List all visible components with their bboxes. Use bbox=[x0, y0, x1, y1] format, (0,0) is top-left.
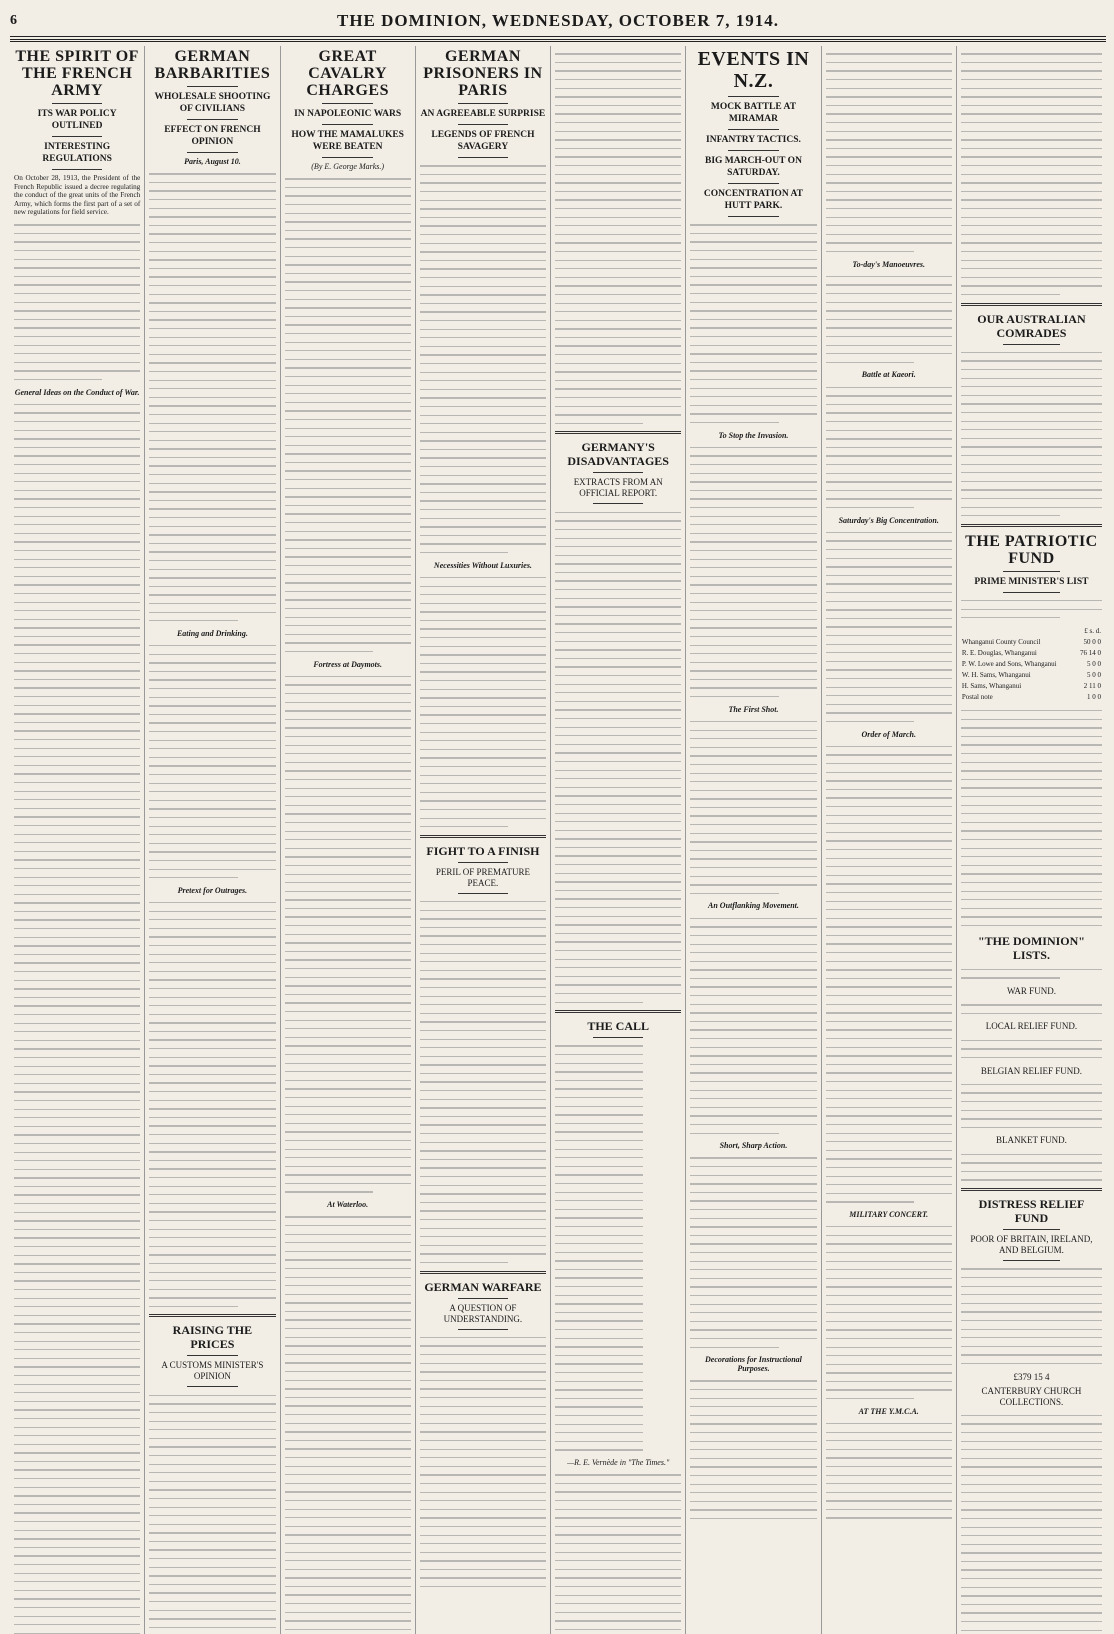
subheading: An Outflanking Movement. bbox=[708, 901, 799, 911]
article-body bbox=[420, 165, 546, 553]
article-body bbox=[149, 902, 275, 1307]
list-item: H. Sams, Whanganui 2 11 0 bbox=[961, 681, 1102, 690]
subheading: Fortress at Daymots. bbox=[313, 659, 382, 669]
article-body bbox=[420, 1337, 546, 1588]
headline: GREAT CAVALRY CHARGES bbox=[306, 48, 389, 99]
section-headline: THE PATRIOTIC FUND bbox=[965, 532, 1098, 567]
section-headline: FIGHT TO A FINISH bbox=[426, 843, 540, 858]
column-2 bbox=[145, 46, 280, 1634]
article-body bbox=[149, 645, 275, 878]
article-body bbox=[826, 532, 952, 722]
article-body bbox=[690, 721, 816, 894]
list-item: R. E. Douglas, Whanganui 76 14 0 bbox=[961, 648, 1102, 657]
subheading: Necessities Without Luxuries. bbox=[433, 560, 532, 570]
deck: MOCK BATTLE AT MIRAMAR bbox=[710, 102, 797, 124]
article-body bbox=[961, 1040, 1102, 1058]
fund-heading: WAR FUND. bbox=[1006, 985, 1056, 996]
byline: (By E. George Marks.) bbox=[311, 162, 385, 171]
subheading: To Stop the Invasion. bbox=[718, 430, 789, 440]
article-body bbox=[690, 1157, 816, 1347]
article-body bbox=[285, 1216, 411, 1634]
article-body bbox=[961, 352, 1102, 517]
section-headline: GERMAN WARFARE bbox=[424, 1279, 542, 1294]
article-body bbox=[555, 53, 681, 424]
section-headline: "THE DOMINION" LISTS. bbox=[977, 933, 1085, 962]
article-body bbox=[14, 224, 140, 380]
list-body bbox=[961, 710, 1102, 926]
section-headline: THE CALL bbox=[587, 1019, 650, 1034]
article-body bbox=[149, 173, 275, 621]
subheading: Saturday's Big Concentration. bbox=[838, 515, 939, 525]
article-body bbox=[826, 387, 952, 509]
headline: EVENTS IN N.Z. bbox=[697, 48, 810, 92]
article-body bbox=[826, 746, 952, 1203]
headline: THE SPIRIT OF THE FRENCH ARMY bbox=[15, 48, 139, 99]
deck: LEGENDS OF FRENCH SAVAGERY bbox=[431, 130, 535, 152]
section-headline: GERMANY'S DISADVANTAGES bbox=[567, 440, 669, 469]
headline: GERMAN PRISONERS IN PARIS bbox=[423, 48, 543, 99]
columns bbox=[10, 46, 1106, 1634]
list-item: Postal note 1 0 0 bbox=[961, 692, 1102, 701]
dateline: Paris, August 10. bbox=[184, 157, 241, 166]
article-body bbox=[961, 1268, 1102, 1364]
deck: AN AGREEABLE SURPRISE bbox=[420, 109, 546, 119]
column-1 bbox=[10, 46, 145, 1634]
article-body bbox=[555, 1474, 681, 1634]
section-headline: RAISING THE PRICES bbox=[172, 1323, 253, 1352]
list-header: £ s. d. bbox=[1084, 626, 1102, 635]
subheading: General Ideas on the Conduct of War. bbox=[14, 387, 140, 397]
article-body bbox=[690, 1380, 816, 1519]
article-body bbox=[555, 512, 681, 1003]
section-deck: POOR OF BRITAIN, IRELAND, AND BELGIUM. bbox=[970, 1234, 1093, 1256]
fund-heading: CANTERBURY CHURCH COLLECTIONS. bbox=[981, 1385, 1082, 1407]
article-body bbox=[420, 577, 546, 828]
subheading: Order of March. bbox=[861, 729, 916, 739]
masthead bbox=[10, 6, 1106, 37]
subheading: Short, Sharp Action. bbox=[719, 1141, 788, 1151]
deck: ITS WAR POLICY OUTLINED bbox=[37, 109, 117, 131]
subheading: Pretext for Outrages. bbox=[177, 885, 248, 895]
fund-heading: BLANKET FUND. bbox=[996, 1135, 1067, 1146]
list-item: W. H. Sams, Whanganui 5 0 0 bbox=[961, 670, 1102, 679]
article-body bbox=[961, 1415, 1102, 1631]
article-body bbox=[826, 53, 952, 252]
deck: CONCENTRATION AT HUTT PARK. bbox=[703, 189, 804, 211]
subheading: To-day's Manoeuvres. bbox=[852, 259, 926, 269]
list-total: £379 15 4 bbox=[1013, 1371, 1050, 1382]
article-body bbox=[961, 1084, 1102, 1128]
deck: INTERESTING REGULATIONS bbox=[42, 142, 112, 164]
article-body bbox=[690, 224, 816, 423]
article-body bbox=[826, 276, 952, 363]
article-body bbox=[14, 404, 140, 1634]
article-body bbox=[690, 447, 816, 698]
article-lead: On October 28, 1913, the President of the French Republic issued a decree regulating the conduct of the great units of the French Army, which forms the first part of a set of new regulations for field service. bbox=[14, 174, 141, 217]
deck: HOW THE MAMALUKES WERE BEATEN bbox=[291, 130, 404, 152]
section-deck: EXTRACTS FROM AN OFFICIAL REPORT. bbox=[573, 477, 663, 499]
deck: WHOLESALE SHOOTING OF CIVILIANS bbox=[154, 92, 271, 114]
article-body bbox=[420, 901, 546, 1263]
column-4 bbox=[416, 46, 551, 1634]
article-body bbox=[961, 1004, 1102, 1014]
section-headline: OUR AUSTRALIAN COMRADES bbox=[977, 311, 1086, 340]
column-8 bbox=[957, 46, 1106, 1634]
section-deck: PRIME MINISTER'S LIST bbox=[974, 576, 1089, 587]
newspaper-title: THE DOMINION, WEDNESDAY, OCTOBER 7, 1914. bbox=[336, 11, 779, 30]
headline: GERMAN BARBARITIES bbox=[154, 48, 271, 82]
article-body bbox=[961, 53, 1102, 295]
article-body bbox=[961, 1154, 1102, 1181]
fund-heading: BELGIAN RELIEF FUND. bbox=[980, 1065, 1083, 1076]
list-item: Whanganui County Council 50 0 0 bbox=[961, 637, 1102, 646]
poem-credit: —R. E. Vernède in "The Times." bbox=[567, 1457, 670, 1467]
deck: EFFECT ON FRENCH OPINION bbox=[164, 125, 261, 147]
deck: IN NAPOLEONIC WARS bbox=[294, 109, 402, 119]
column-5 bbox=[551, 46, 686, 1634]
section-headline: DISTRESS RELIEF FUND bbox=[978, 1197, 1085, 1226]
section-deck: A CUSTOMS MINISTER'S OPINION bbox=[161, 1360, 264, 1382]
subheading: Eating and Drinking. bbox=[176, 628, 248, 638]
list-item: P. W. Lowe and Sons, Whanganui 5 0 0 bbox=[961, 659, 1102, 668]
article-body bbox=[149, 1395, 275, 1634]
page-number: 6 bbox=[10, 13, 17, 28]
article-body bbox=[961, 969, 1102, 979]
article-body bbox=[826, 1423, 952, 1519]
subheading: MILITARY CONCERT. bbox=[849, 1209, 929, 1219]
deck: BIG MARCH-OUT ON SATURDAY. bbox=[704, 156, 802, 178]
fund-heading: LOCAL RELIEF FUND. bbox=[985, 1021, 1078, 1032]
contribution-list bbox=[961, 626, 1102, 703]
subheading: Battle at Kaeori. bbox=[861, 370, 916, 380]
subheading: Decorations for Instructional Purposes. bbox=[705, 1355, 802, 1374]
article-body bbox=[285, 178, 411, 652]
article-body bbox=[285, 676, 411, 1193]
subheading: AT THE Y.M.C.A. bbox=[858, 1406, 919, 1416]
deck: INFANTRY TACTICS. bbox=[706, 135, 801, 145]
article-body bbox=[961, 600, 1102, 618]
subheading: At Waterloo. bbox=[327, 1200, 369, 1210]
column-3 bbox=[281, 46, 416, 1634]
poem-body bbox=[555, 1045, 681, 1450]
section-deck: A QUESTION OF UNDERSTANDING. bbox=[443, 1302, 523, 1324]
column-7 bbox=[822, 46, 957, 1634]
section-deck: PERIL OF PREMATURE PEACE. bbox=[435, 866, 531, 888]
article-body bbox=[690, 918, 816, 1134]
column-6 bbox=[686, 46, 821, 1634]
subheading: The First Shot. bbox=[728, 704, 779, 714]
article-body bbox=[826, 1226, 952, 1399]
